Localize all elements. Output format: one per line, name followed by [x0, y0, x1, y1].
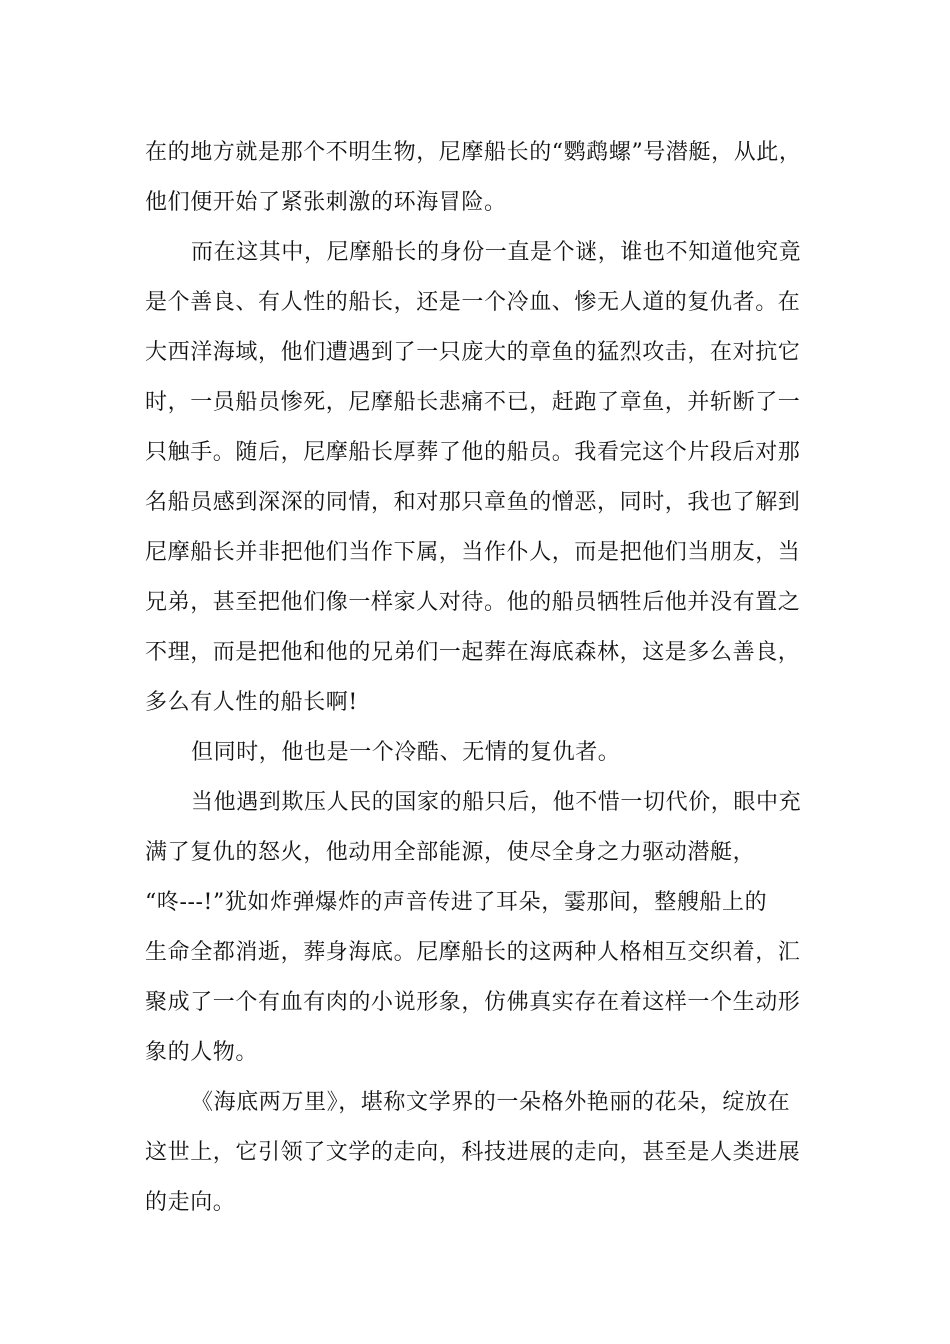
text-line: 不理，而是把他和他的兄弟们一起葬在海底森林，这是多么善良，	[145, 640, 801, 665]
text-line: 多么有人性的船长啊!	[145, 690, 358, 715]
paragraph	[145, 128, 810, 228]
text-line: 尼摩船长并非把他们当作下属，当作仆人，而是把他们当朋友，当	[145, 540, 801, 565]
text-line: 满了复仇的怒火，他动用全部能源，使尽全身之力驱动潜艇，	[145, 840, 756, 865]
paragraph	[145, 728, 810, 778]
paragraph	[145, 228, 810, 728]
text-line: 当他遇到欺压人民的国家的船只后，他不惜一切代价，眼中充	[191, 790, 802, 815]
text-line: 而在这其中，尼摩船长的身份一直是个谜，谁也不知道他究竟	[191, 240, 802, 265]
essay-body	[145, 128, 810, 1228]
text-line: 《海底两万里》，堪称文学界的一朵格外艳丽的花朵，绽放在	[191, 1090, 791, 1115]
text-line: 在的地方就是那个不明生物，尼摩船长的“鹦鹉螺”号潜艇，从此，	[145, 140, 802, 165]
text-line: 只触手。随后，尼摩船长厚葬了他的船员。我看完这个片段后对那	[145, 440, 801, 465]
text-line: 大西洋海域，他们遭遇到了一只庞大的章鱼的猛烈攻击，在对抗它	[145, 340, 801, 365]
text-line: 聚成了一个有血有肉的小说形象，仿佛真实存在着这样一个生动形	[145, 990, 801, 1015]
text-line: 是个善良、有人性的船长，还是一个冷血、惨无人道的复仇者。在	[145, 290, 801, 315]
text-line: 兄弟，甚至把他们像一样家人对待。他的船员牺牲后他并没有置之	[145, 590, 801, 615]
paragraph	[145, 778, 810, 1078]
text-line: 这世上，它引领了文学的走向，科技进展的走向，甚至是人类进展	[145, 1140, 801, 1165]
text-line: 他们便开始了紧张刺激的环海冒险。	[145, 190, 507, 215]
text-line: 名船员感到深深的同情，和对那只章鱼的憎恶，同时，我也了解到	[145, 490, 801, 515]
text-line: 生命全都消逝，葬身海底。尼摩船长的这两种人格相互交织着，汇	[145, 940, 801, 965]
text-line: 时，一员船员惨死，尼摩船长悲痛不已，赶跑了章鱼，并斩断了一	[145, 390, 801, 415]
paragraph	[145, 1078, 810, 1228]
text-line: 象的人物。	[145, 1040, 259, 1065]
text-line: “咚---!”犹如炸弹爆炸的声音传进了耳朵，霎那间，整艘船上的	[145, 890, 768, 915]
text-line: 的走向。	[145, 1190, 236, 1215]
text-line: 但同时，他也是一个冷酷、无情的复仇者。	[191, 740, 621, 765]
